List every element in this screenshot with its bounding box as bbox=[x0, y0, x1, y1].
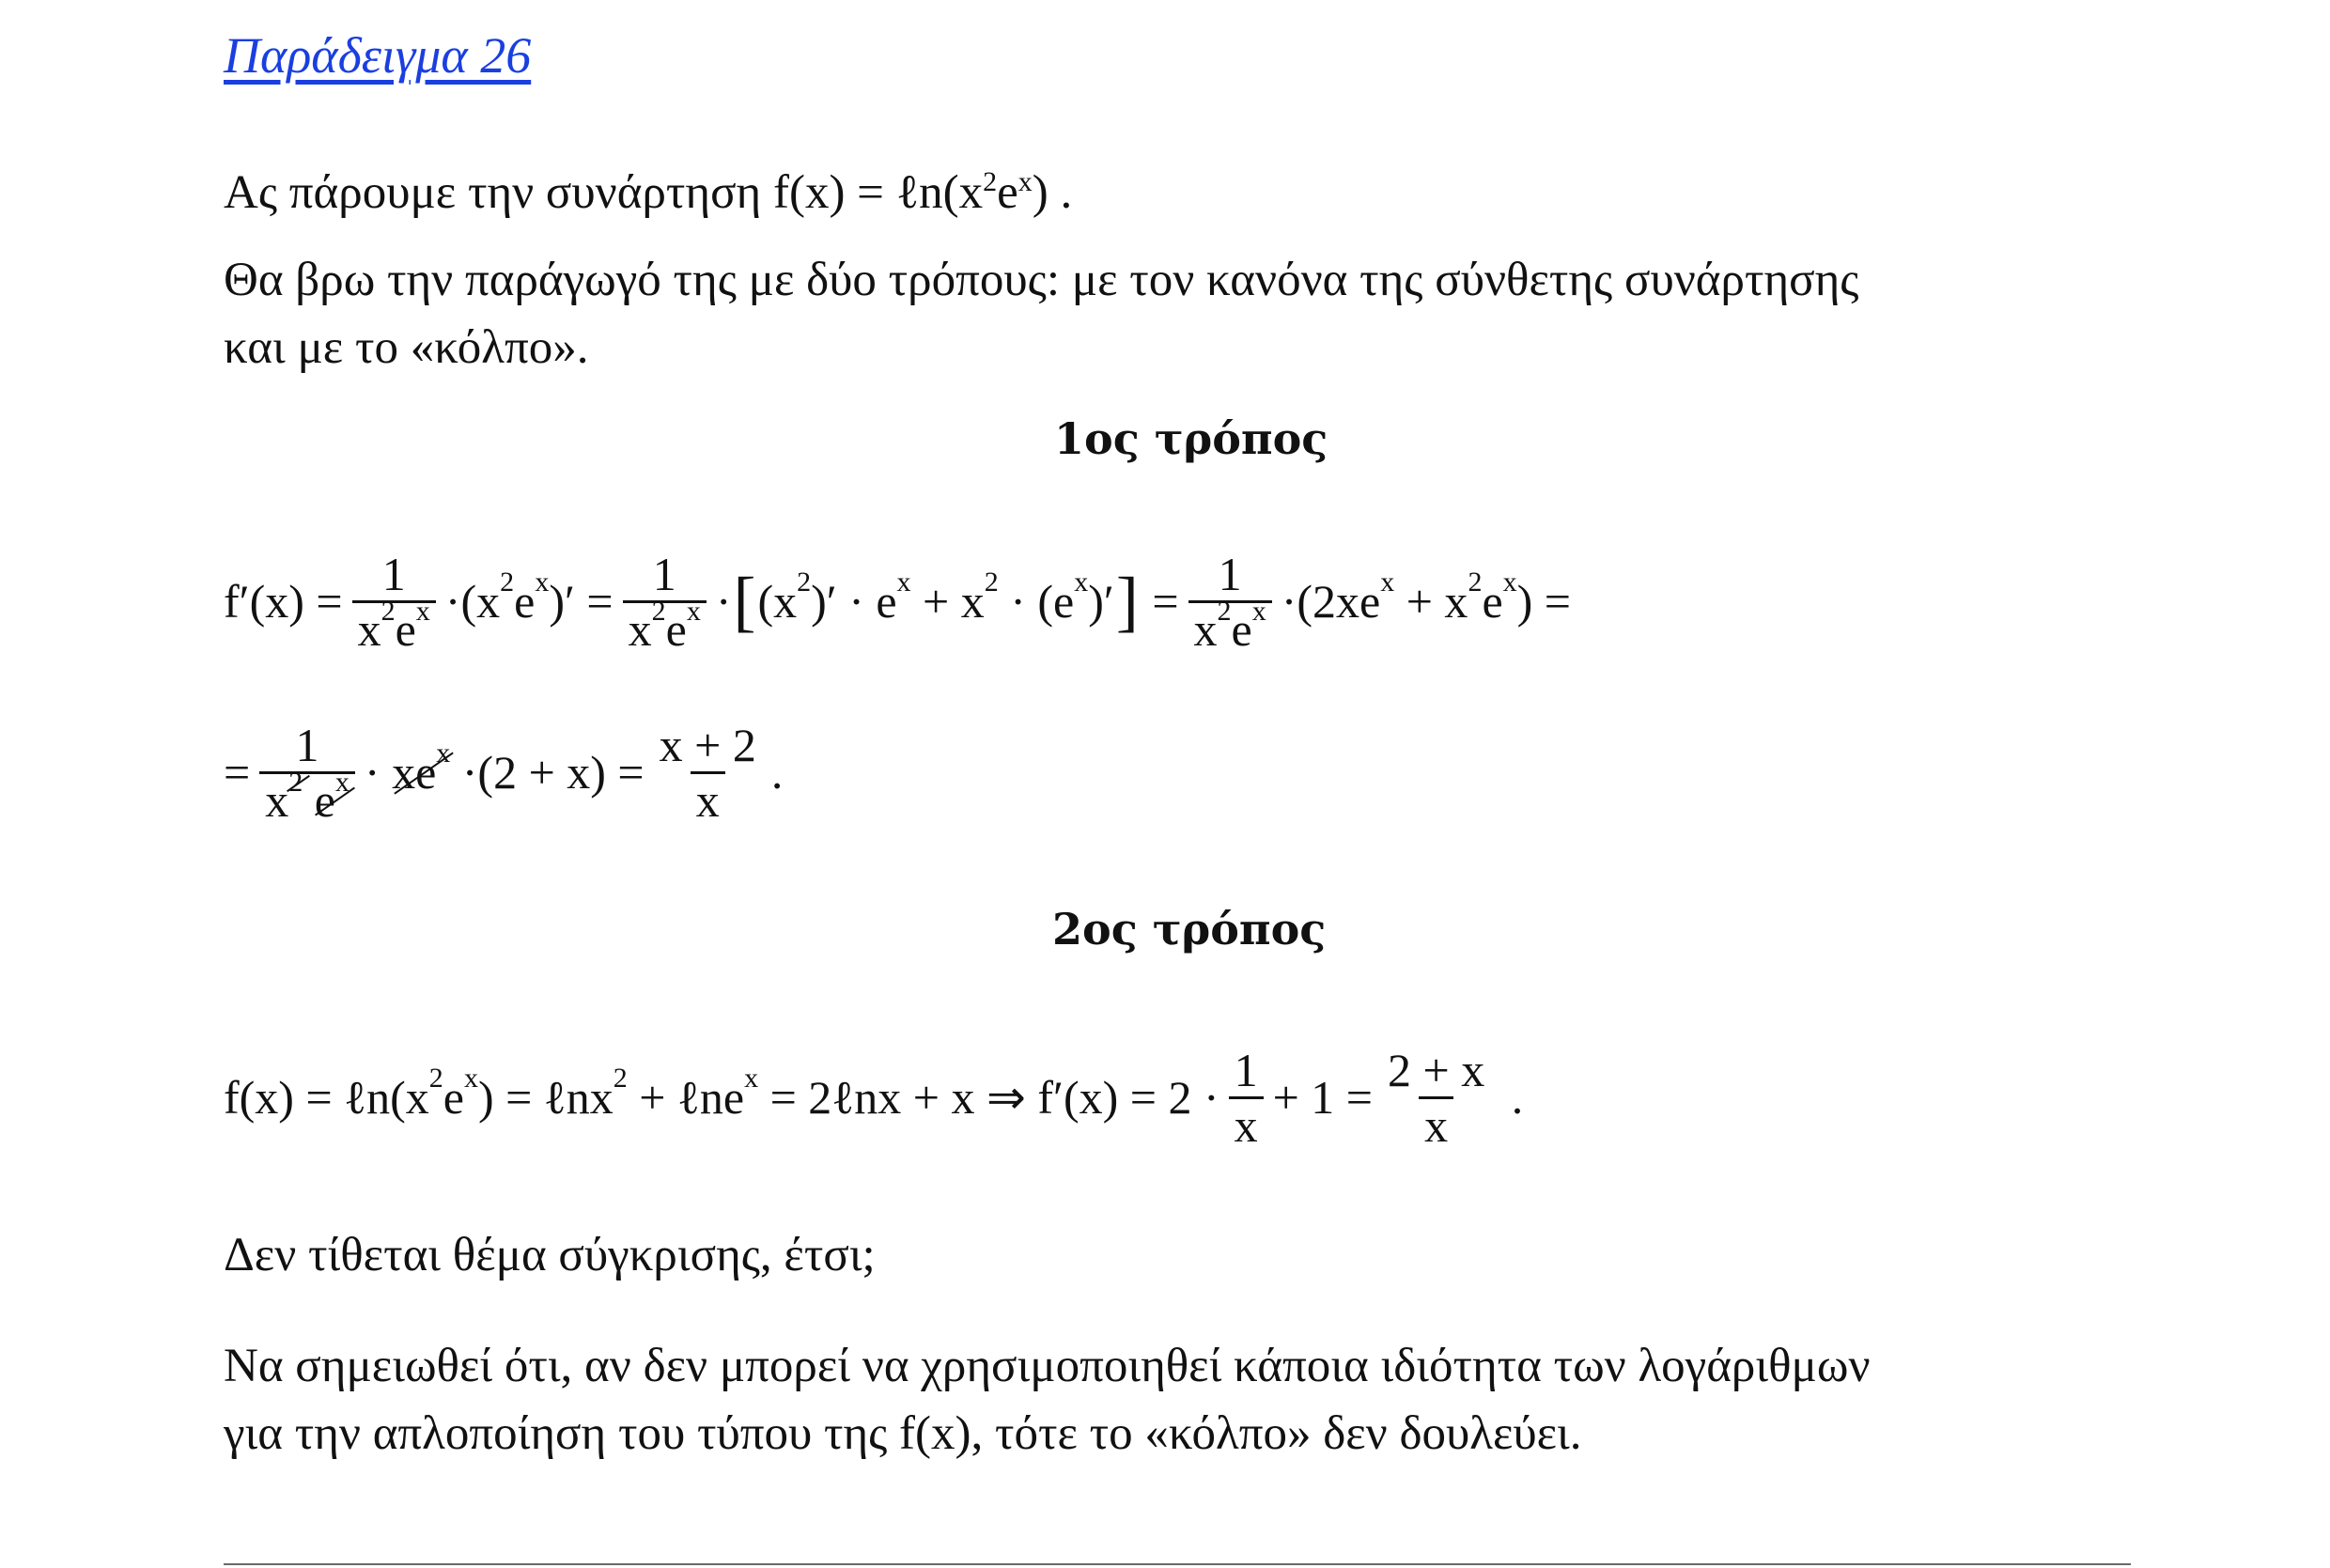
intro-sentence bbox=[224, 148, 1072, 226]
example-title[interactable]: Παράδειγμα 26 bbox=[224, 27, 532, 84]
cancelled-term: $xe^x$ bbox=[392, 737, 451, 799]
method-intro-line1: Θα βρω την παράγωγό της με δύο τρόπους: με τον κανόνα της σύνθετης συνάρτησης bbox=[224, 254, 1859, 306]
equation-method1-line1: f′(x) = $\frac{1}{x^2e^x}$ $\cdot(x^2e^x)'$ = $\frac{1}{x^2e^x}$ · [ $(x^2)' \cdot e^x + x^2 \cdot (e^x)'$ ] = $\frac{1}{x^2e^x}$ $\cdot(2xe^x + x^2e^x)$ = bbox=[224, 547, 1571, 656]
note-line2: για την απλοποίηση του τύπου της f(x), τότε το «κόλπο» δεν δουλεύει. bbox=[224, 1407, 1582, 1460]
heading-method-2: 2ος τρόπος bbox=[1052, 904, 1327, 955]
conclusion-text: Δεν τίθεται θέμα σύγκρισης, έτσι; bbox=[224, 1229, 876, 1281]
heading-method-1: 1ος τρόπος bbox=[1054, 413, 1328, 464]
note-line1: Να σημειωθεί ότι, αν δεν μπορεί να χρησιμοποιηθεί κάποια ιδιότητα των λογάριθμων bbox=[224, 1340, 1871, 1392]
fraction: $\frac{1}{x^2e^x}$ bbox=[623, 548, 707, 656]
method-intro-line2: και με το «κόλπο». bbox=[224, 321, 589, 374]
fraction: $\frac{2 + x}{x}$ bbox=[1388, 1043, 1485, 1152]
equation-method1-line2: = $\frac{1}{x^2 e^x}$ · $xe^x \cdot(2 + x)$ = $\frac{x + 2}{x}$ . bbox=[224, 718, 784, 827]
fraction: $\frac{x + 2}{x}$ bbox=[659, 718, 756, 827]
fraction-cancelled: $\frac{1}{x^2 e^x}$ bbox=[259, 719, 355, 827]
fraction: $\frac{1}{x^2e^x}$ bbox=[1188, 548, 1272, 656]
fraction: $\frac{1}{x^2e^x}$ bbox=[352, 548, 436, 656]
bottom-divider bbox=[224, 1563, 2131, 1565]
intro-text: Ας πάρουμε την συνάρτηση bbox=[224, 166, 773, 219]
equation-method2: $f(x) = \ell n(x^2e^x)$ = ℓnx$^2$ + ℓne$^x$ = 2ℓnx + x ⇒ f′(x) = 2 · $\frac{1}{x}$ + 1 = $\frac{2 + x}{x}$ . bbox=[224, 1043, 1524, 1152]
intro-formula: $f(x) = \ell n(x^2e^x)$ . bbox=[772, 166, 1073, 219]
fraction: $\frac{1}{x}$ bbox=[1229, 1044, 1264, 1152]
